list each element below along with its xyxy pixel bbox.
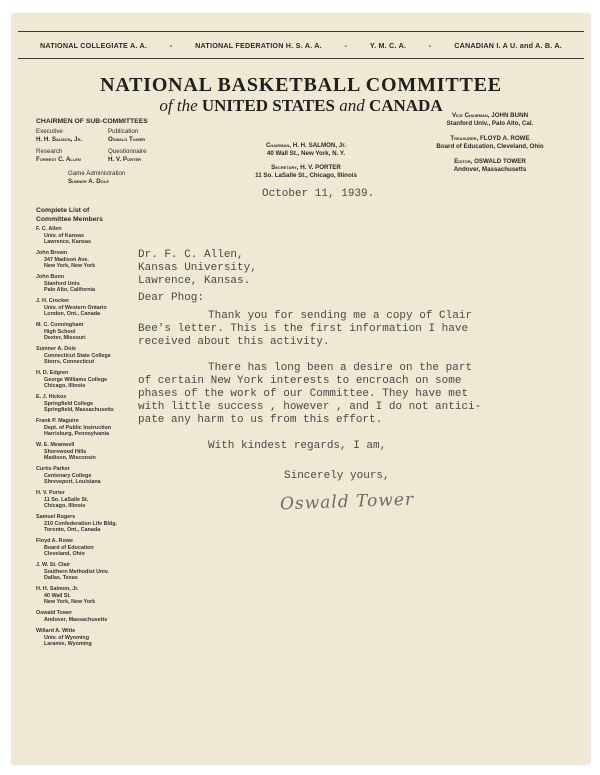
member-name: J. W. St. Clair — [36, 562, 71, 568]
member-entry — [36, 394, 114, 414]
association-separator: - — [344, 40, 348, 50]
paragraph-line: received about this activity. — [138, 336, 330, 348]
treasurer-title: Treasurer, — [450, 135, 479, 142]
member-entry — [36, 466, 101, 486]
member-entry — [36, 628, 92, 648]
member-name: Willard A. Witte — [36, 628, 76, 634]
paragraph-2 — [138, 362, 481, 427]
member-line: 347 Madison Ave. — [44, 256, 89, 263]
member-entry — [36, 298, 107, 318]
member-line: Connecticut State College — [44, 352, 111, 359]
member-line: Chicago, Illinois — [44, 383, 86, 390]
letter-page — [12, 14, 590, 764]
association-nfhs: NATIONAL FEDERATION H. S. A. A. — [195, 40, 322, 50]
member-line: New York, New York — [44, 599, 96, 606]
member-name: John Bunn — [36, 274, 65, 280]
member-line: Laramie, Wyoming — [44, 641, 92, 648]
member-line: Dept. of Public Instruction — [44, 424, 112, 431]
member-name: W. E. Meanwell — [36, 442, 75, 448]
member-line: Stanford Univ. — [44, 280, 81, 287]
subtitle-canada: CANADA — [368, 96, 443, 115]
member-line: Lawrence, Kansas — [44, 239, 92, 246]
member-line: Toronto, Ont., Canada — [44, 527, 101, 534]
vice-chairman-name: JOHN BUNN — [491, 112, 529, 119]
association-separator: - — [428, 40, 432, 50]
member-line: George Williams College — [44, 376, 108, 383]
member-line: Palo Alto, California — [44, 287, 96, 294]
questionnaire-name: H. V. Porter — [108, 156, 142, 163]
subtitle-of-the: of the — [159, 96, 198, 115]
associations-bar — [18, 31, 584, 59]
editor-address: Andover, Massachusetts — [453, 166, 527, 173]
members-heading-line2: Committee Members — [36, 215, 103, 223]
member-name: M. C. Cunningham — [36, 322, 84, 328]
member-entry — [36, 274, 95, 294]
member-name: H. H. Salmon, Jr. — [36, 586, 79, 592]
member-line: Springfield College — [44, 400, 94, 407]
questionnaire-label: Questionnaire — [108, 148, 147, 155]
member-name: Sumner A. Dole — [36, 346, 76, 352]
member-line: Board of Education — [44, 544, 94, 551]
member-line: Centenary College — [44, 472, 92, 479]
paragraph-line: phases of the work of our Committee. They have met — [138, 388, 469, 400]
publication-name: Oswald Tower — [108, 136, 146, 143]
member-name: Oswald Tower — [36, 610, 73, 616]
member-entry — [36, 322, 86, 342]
editor-title: Editor, — [454, 158, 473, 165]
handwritten-signature: Oswald Tower — [279, 489, 415, 515]
executive-label: Executive — [36, 128, 63, 135]
member-entry — [36, 250, 95, 270]
member-line: 11 So. LaSalle St. — [44, 496, 89, 503]
member-line: London, Ont., Canada — [44, 311, 100, 318]
association-canadian: CANADIAN I. A U. and A. B. A. — [454, 40, 562, 50]
vice-chairman-title: Vice Chairman, — [451, 112, 490, 119]
right-officers — [410, 112, 570, 174]
letterhead-title: NATIONAL BASKETBALL COMMITTEE — [100, 74, 502, 96]
member-line: Madison, Wisconsin — [44, 455, 96, 462]
member-line: Cleveland, Ohio — [44, 551, 85, 558]
member-entry — [36, 370, 107, 390]
salutation: Dear Phog: — [138, 292, 205, 304]
member-line: Dexter, Missouri — [44, 335, 86, 342]
association-separator: - — [169, 40, 173, 50]
subtitle-us: UNITED STATES — [201, 96, 335, 115]
member-line: Southern Methodist Univ. — [44, 568, 109, 575]
members-heading-line1: Complete List of — [36, 207, 90, 214]
member-name: Floyd A. Rowe — [36, 538, 73, 544]
member-line: Univ. of Kansas — [44, 232, 85, 239]
member-entry — [36, 490, 88, 510]
member-name: Frank P. Maguire — [36, 418, 79, 424]
member-entry — [36, 226, 91, 246]
member-entry — [36, 538, 94, 558]
member-name: H. V. Porter — [36, 490, 65, 496]
member-name: E. J. Hickox — [36, 394, 67, 400]
association-ncaa: NATIONAL COLLEGIATE A. A. — [40, 40, 148, 50]
closing-line: Sincerely yours, — [284, 470, 390, 482]
paragraph-line: There has long been a desire on the part — [208, 362, 473, 374]
member-line: Andover, Massachusetts — [44, 616, 108, 623]
member-line: Univ. of Wyoming — [44, 634, 90, 641]
member-entry — [36, 418, 111, 438]
secretary-name: H. V. PORTER — [300, 164, 341, 171]
member-line: Chicago, Illinois — [44, 503, 86, 510]
research-name: Forrest C. Allen — [36, 156, 81, 163]
game-admin-name: Sumner A. Dole — [68, 178, 109, 185]
member-line: 210 Confederation Life Bldg. — [44, 520, 118, 527]
member-entry — [36, 586, 95, 606]
recipient-address — [138, 249, 257, 288]
paragraph-line: Thank you for sending me a copy of Clair — [208, 310, 473, 322]
member-line: Shorewood Hills — [44, 448, 87, 455]
member-name: Curtis Parker — [36, 466, 70, 472]
executive-name: H. H. Salmon, Jr. — [36, 136, 83, 143]
subcommittees-block — [36, 118, 206, 186]
member-line: Harrisburg, Pennsylvania — [44, 431, 110, 438]
member-line: High School — [44, 328, 76, 335]
member-entry — [36, 346, 111, 366]
member-line: Springfield, Massachusetts — [44, 407, 114, 414]
treasurer-name: FLOYD A. ROWE — [480, 135, 530, 142]
member-entry — [36, 514, 117, 534]
treasurer-address: Board of Education, Cleveland, Ohio — [436, 143, 544, 150]
secretary-title: Secretary, — [271, 164, 299, 171]
letter-date: October 11, 1939. — [262, 188, 375, 200]
paragraph-line: Bee's letter. This is the first information I have — [138, 323, 469, 335]
member-line: Storrs, Connecticut — [44, 359, 95, 366]
paragraph-line: with little success , however , and I do not antici- — [138, 401, 482, 413]
game-admin-label: Game Administration — [68, 170, 126, 177]
research-label: Research — [36, 148, 63, 155]
recipient-line: Kansas University, — [138, 262, 257, 274]
center-officers — [226, 142, 386, 180]
chairman-title: Chairman, — [265, 142, 292, 149]
members-heading — [36, 207, 103, 224]
member-line: Dallas, Texas — [44, 575, 78, 582]
member-line: Shreveport, Louisiana — [44, 479, 101, 486]
paragraph-line: pate any harm to us from this effort. — [138, 414, 383, 426]
member-line: 40 Wall St. — [44, 592, 71, 599]
member-entry — [36, 610, 107, 623]
member-name: J. H. Crocker — [36, 298, 70, 304]
paragraph-line: of certain New York interests to encroach on some — [138, 375, 462, 387]
editor-name: OSWALD TOWER — [474, 158, 526, 165]
member-entry — [36, 562, 109, 582]
secretary-address: 11 So. LaSalle St., Chicago, Illinois — [255, 172, 357, 179]
recipient-line: Dr. F. C. Allen, — [138, 249, 244, 261]
recipient-line: Lawrence, Kansas. — [138, 275, 251, 287]
chairman-address: 40 Wall St., New York, N. Y. — [266, 150, 346, 157]
vice-chairman-address: Stanford Univ., Palo Alto, Cal. — [446, 120, 534, 127]
subcommittees-heading: CHAIRMEN OF SUB-COMMITTEES — [36, 118, 148, 125]
member-entry — [36, 442, 96, 462]
association-ymca: Y. M. C. A. — [369, 40, 407, 50]
member-name: H. D. Edgren — [36, 370, 69, 376]
member-line: New York, New York — [44, 263, 96, 270]
member-line: Univ. of Western Ontario — [44, 304, 107, 311]
chairman-name: H. H. SALMON, Jr. — [292, 142, 347, 149]
member-name: Samuel Rogers — [36, 514, 76, 520]
subtitle-and: and — [339, 96, 365, 115]
regards-line: With kindest regards, I am, — [208, 440, 387, 452]
member-name: F. C. Allen — [36, 226, 62, 232]
publication-label: Publication — [108, 128, 139, 135]
paragraph-1 — [138, 310, 472, 349]
member-name: John Brown — [36, 250, 68, 256]
